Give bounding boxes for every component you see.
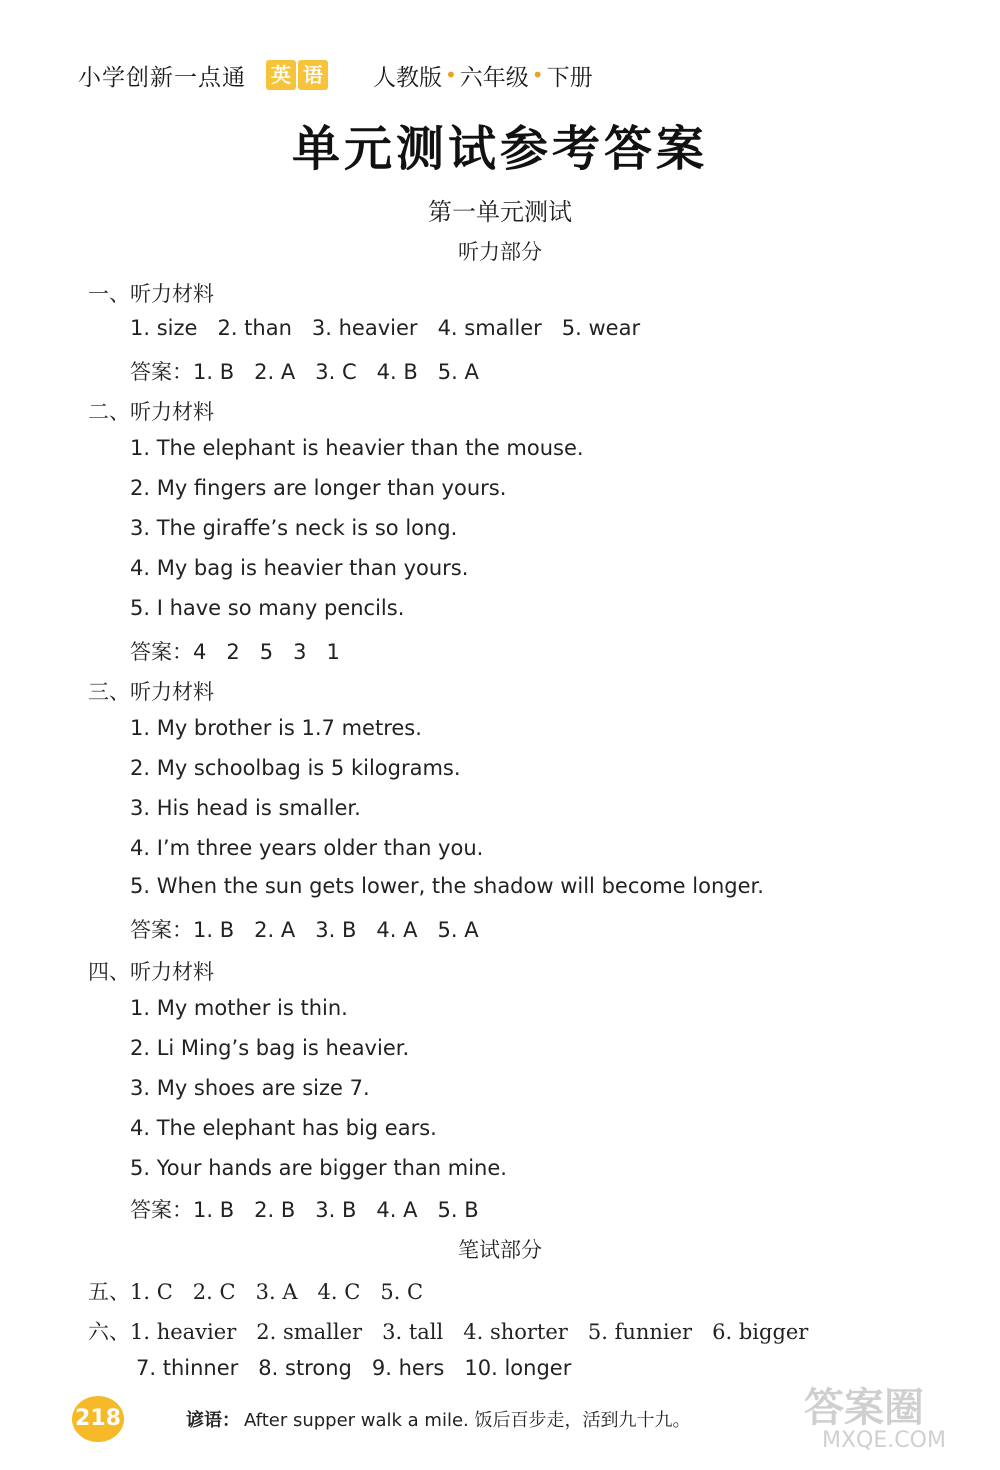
subject-char: 语: [298, 60, 328, 90]
list-item: 4. My bag is heavier than yours.: [130, 556, 469, 580]
answer-line: 答案：1. B 2. B 3. B 4. A 5. B: [130, 1198, 479, 1222]
page-title: 单元测试参考答案: [291, 121, 708, 177]
answer-line: 答案：4 2 5 3 1: [130, 640, 340, 664]
edition-grade: 六年级: [459, 64, 529, 91]
list-item: 2. My schoolbag is 5 kilograms.: [130, 756, 461, 780]
answer-line: 7. thinner 8. strong 9. hers 10. longer: [136, 1356, 572, 1380]
answer-line: 六、1. heavier 2. smaller 3. tall 4. shorter 5. funnier 6. bigger: [88, 1320, 809, 1344]
list-item: 1. My mother is thin.: [130, 996, 348, 1020]
list-item: 2. My fingers are longer than yours.: [130, 476, 507, 500]
page-number: 218: [72, 1396, 124, 1442]
list-item: 1. The elephant is heavier than the mouse.: [130, 436, 584, 460]
watermark-text: 答案圈: [804, 1385, 924, 1431]
list-item: 2. Li Ming’s bag is heavier.: [130, 1036, 410, 1060]
list-item: 3. My shoes are size 7.: [130, 1076, 370, 1100]
list-item: 3. His head is smaller.: [130, 796, 361, 820]
edition-volume: 下册: [546, 64, 593, 91]
edition-info: [373, 59, 593, 92]
edition-publisher: 人教版: [373, 64, 442, 91]
list-item: 5. When the sun gets lower, the shadow will become longer.: [130, 874, 764, 898]
list-item: 5. Your hands are bigger than mine.: [130, 1156, 507, 1180]
writing-part-heading: 笔试部分: [458, 1238, 542, 1262]
list-item: 5. I have so many pencils.: [130, 596, 405, 620]
section-heading: 二、听力材料: [88, 400, 214, 424]
section-heading: 三、听力材料: [88, 680, 214, 704]
subject-char: 英: [266, 60, 296, 90]
separator-dot: •: [445, 63, 457, 87]
list-item: 4. I’m three years older than you.: [130, 836, 484, 860]
separator-dot: •: [531, 63, 544, 87]
section-heading: 四、听力材料: [88, 960, 214, 984]
proverb-text: After supper walk a mile. 饭后百步走，活到九十九。: [244, 1410, 691, 1431]
list-item: 4. The elephant has big ears.: [130, 1116, 437, 1140]
watermark-url: MXQE.COM: [822, 1428, 946, 1453]
proverb-label: 谚语：: [186, 1410, 240, 1431]
list-item: 3. The giraffe’s neck is so long.: [130, 516, 458, 540]
listening-part-heading: 听力部分: [458, 240, 542, 264]
book-title: 小学创新一点通: [78, 64, 246, 91]
book-header: [78, 58, 593, 92]
answer-line: 答案：1. B 2. A 3. B 4. A 5. A: [130, 918, 479, 942]
list-item: 1. size 2. than 3. heavier 4. smaller 5. wear: [130, 316, 641, 340]
watermark-logo: [786, 1376, 986, 1456]
answer-line: 五、1. C 2. C 3. A 4. C 5. C: [88, 1280, 424, 1304]
subject-badge: [266, 60, 328, 90]
unit-title: 第一单元测试: [428, 198, 572, 226]
section-heading: 一、听力材料: [88, 282, 214, 306]
list-item: 1. My brother is 1.7 metres.: [130, 716, 422, 740]
answer-line: 答案：1. B 2. A 3. C 4. B 5. A: [130, 360, 479, 384]
